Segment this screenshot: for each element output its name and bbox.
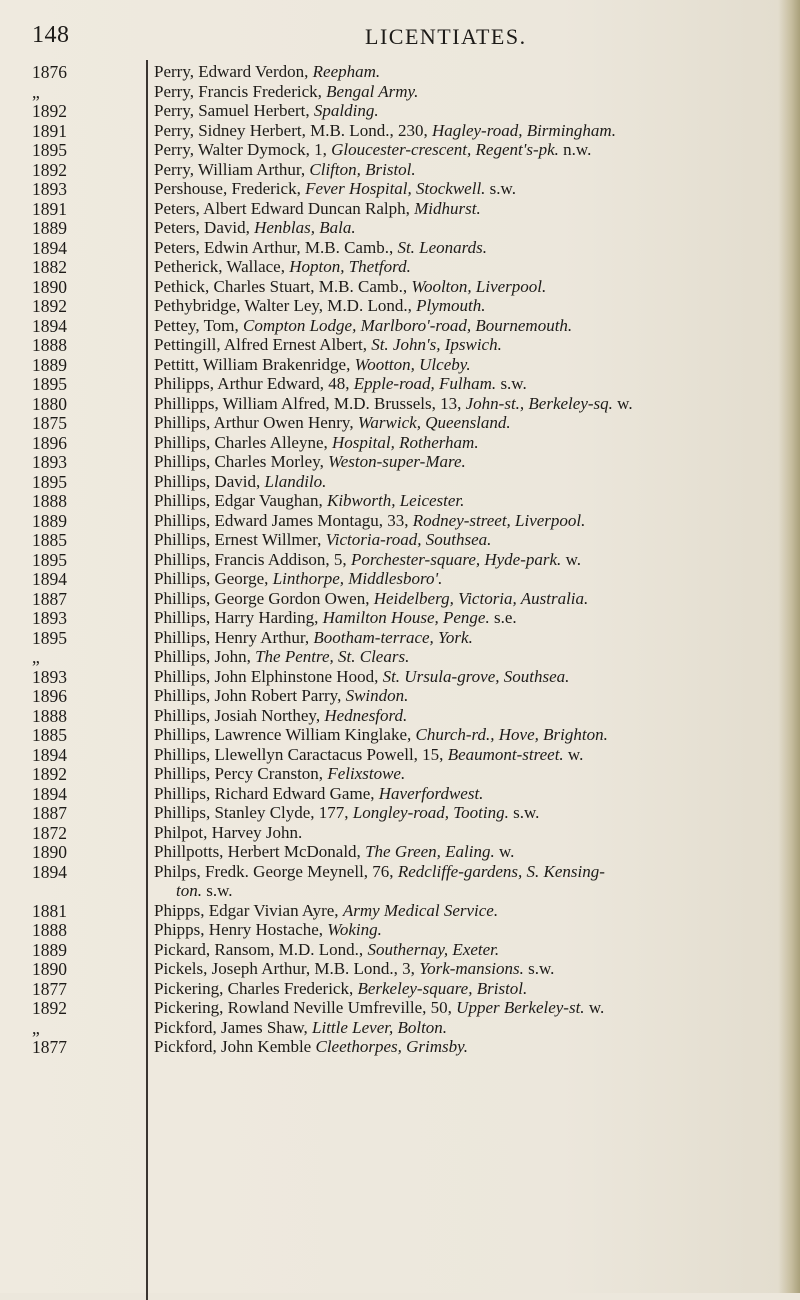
entry-text: Pickard, Ransom, M.D. Lond., Southernay, Exeter. [154,939,500,959]
entry-year: 1888 [32,705,67,726]
entry-year: 1894 [32,569,67,589]
entry-row [0,160,790,180]
entry-text: Phillipps, William Alfred, M.D. Brussels, 13, John-st., Berkeley-sq. w. [154,393,633,413]
entry-year: „ [32,81,40,102]
entry-text: Phillips, Lawrence William Kinglake, Church-rd., Hove, Brighton. [154,725,608,744]
entry-text: Pickering, Rowland Neville Umfreville, 50, Upper Berkeley-st. w. [154,998,605,1017]
entry-year: 1890 [32,276,67,297]
entry-year: 1891 [32,198,67,219]
entry-row [0,374,790,394]
entry-row [0,179,790,199]
entry-row [0,101,790,121]
entry-text: Philpot, Harvey John. [154,822,303,842]
entry-year: 1890 [32,842,67,862]
entry-year: 1894 [32,744,67,765]
entry-text: Peters, Edwin Arthur, M.B. Camb., St. Leonards. [154,237,488,257]
entry-row [0,901,790,921]
entry-text: Phillips, Edgar Vaughan, Kibworth, Leicester. [154,491,465,510]
entry-text: Philps, Fredk. George Meynell, 76, Redcliffe-gardens, S. Kensing- [154,861,605,881]
entry-year: 1892 [32,101,67,121]
page-number: 148 [32,22,70,48]
entry-year: 1881 [32,900,67,921]
entry-text: Pershouse, Frederick, Fever Hospital, Stockwell. s.w. [154,179,516,198]
entry-row [0,745,790,765]
entry-row [0,199,790,219]
entry-year: 1894 [32,237,67,258]
entry-year: 1889 [32,218,67,238]
entry-year: 1895 [32,549,67,570]
entry-row [0,979,790,999]
entry-row [0,706,790,726]
entry-row [0,218,790,238]
entry-year: 1894 [32,861,67,882]
entry-year: 1895 [32,627,67,648]
entry-year: „ [32,1017,40,1038]
entry-text: Peters, Albert Edward Duncan Ralph, Midhurst. [154,198,481,218]
entry-year: 1893 [32,666,67,687]
entry-row [0,257,790,277]
entry-text: Pethybridge, Walter Ley, M.D. Lond., Plymouth. [154,296,486,315]
entry-text: Pettitt, William Brakenridge, Wootton, Ulceby. [154,354,471,374]
entry-year: 1893 [32,608,67,628]
entry-year: 1888 [32,335,67,355]
entry-year: 1885 [32,530,67,550]
entry-row [0,842,790,862]
entry-text: ton. s.w. [176,881,233,900]
entry-year: 1889 [32,354,67,375]
entry-row [0,433,790,453]
entry-row [0,647,790,667]
entry-year: 1887 [32,803,67,823]
entry-row [0,569,790,589]
entry-year: 1877 [32,978,67,999]
entry-year: 1892 [32,998,67,1018]
entry-text: Phillips, John Robert Parry, Swindon. [154,686,409,705]
entry-text: Pickford, James Shaw, Little Lever, Bolton. [154,1017,448,1037]
entry-text: Pickels, Joseph Arthur, M.B. Lond., 3, York-mansions. s.w. [154,959,555,978]
entry-year: 1887 [32,588,67,609]
entry-text: Perry, William Arthur, Clifton, Bristol. [154,159,416,179]
entry-text: Phillips, Charles Morley, Weston-super-Mare. [154,452,466,471]
entry-row [0,335,790,355]
entry-text: Phillips, Arthur Owen Henry, Warwick, Queensland. [154,413,511,432]
entry-text: Phipps, Edgar Vivian Ayre, Army Medical Service. [154,900,499,920]
entry-text: Phillips, Josiah Northey, Hednesford. [154,705,408,725]
entry-year: 1895 [32,374,67,394]
entry-text: Phillips, Charles Alleyne, Hospital, Rotherham. [154,432,479,452]
entry-row [0,803,790,823]
entry-year: 1895 [32,140,67,160]
entry-text: Perry, Walter Dymock, 1, Gloucester-crescent, Regent's-pk. n.w. [154,140,592,159]
entry-row [0,82,790,102]
entry-row [0,1037,790,1057]
entry-text: Perry, Francis Frederick, Bengal Army. [154,81,419,101]
entry-text: Peters, David, Henblas, Bala. [154,218,356,237]
entry-year: 1876 [32,62,67,82]
entry-text: Pickford, John Kemble Cleethorpes, Grimsby. [154,1037,469,1056]
entry-text: Petherick, Wallace, Hopton, Thetford. [154,257,411,276]
page-header [30,22,770,52]
entry-year: 1896 [32,432,67,453]
entry-text: Phillips, John Elphinstone Hood, St. Ursula-grove, Southsea. [154,666,570,686]
entry-row [0,62,790,82]
entry-year: „ [32,647,40,667]
entry-year: 1877 [32,1037,67,1057]
entry-year: 1892 [32,764,67,784]
entry-year: 1894 [32,783,67,804]
entry-row [0,296,790,316]
entry-text: Phillpotts, Herbert McDonald, The Green, Ealing. w. [154,842,515,861]
entry-year: 1888 [32,920,67,940]
entry-text: Philipps, Arthur Edward, 48, Epple-road, Fulham. s.w. [154,374,527,393]
entry-row [0,823,790,843]
entry-row [0,491,790,511]
entry-row [0,589,790,609]
running-title: LICENTIATES. [365,24,527,49]
entry-row [0,862,790,901]
entry-text: Phillips, Percy Cranston, Felixstowe. [154,764,406,783]
entry-text: Pettingill, Alfred Ernest Albert, St. John's, Ipswich. [154,335,502,354]
entry-text: Perry, Edward Verdon, Reepham. [154,62,381,81]
entry-year: 1891 [32,120,67,141]
entry-year: 1890 [32,959,67,979]
entry-row [0,472,790,492]
entry-year: 1889 [32,510,67,531]
entry-text: Phillips, David, Llandilo. [154,471,327,491]
entry-row [0,140,790,160]
entry-text: Phillips, John, The Pentre, St. Clears. [154,647,410,666]
entry-text: Phillips, Llewellyn Caractacus Powell, 15, Beaumont-street. w. [154,744,584,764]
entry-row [0,725,790,745]
entry-year: 1885 [32,725,67,745]
entry-row [0,530,790,550]
entry-year: 1892 [32,296,67,316]
entry-row [0,511,790,531]
entry-row [0,355,790,375]
entry-row [0,628,790,648]
entry-year: 1872 [32,822,67,843]
entry-year: 1892 [32,159,67,180]
entry-text: Phillips, Edward James Montagu, 33, Rodney-street, Liverpool. [154,510,586,530]
entry-row [0,959,790,979]
entry-text: Phillips, Richard Edward Game, Haverfordwest. [154,783,484,803]
entry-text: Phillips, George Gordon Owen, Heidelberg, Victoria, Australia. [154,588,589,608]
entry-text: Phillips, Francis Addison, 5, Porchester-square, Hyde-park. w. [154,549,581,569]
entry-text: Phillips, Ernest Willmer, Victoria-road, Southsea. [154,530,492,549]
entry-row [0,316,790,336]
entry-text: Perry, Samuel Herbert, Spalding. [154,101,379,120]
entry-row [0,784,790,804]
entry-text: Phillips, Harry Harding, Hamilton House, Penge. s.e. [154,608,517,627]
entry-list [0,62,790,1057]
entry-year: 1894 [32,315,67,336]
entry-row [0,686,790,706]
entry-row [0,277,790,297]
entry-text: Phipps, Henry Hostache, Woking. [154,920,382,939]
entry-row [0,920,790,940]
entry-year: 1893 [32,179,67,199]
entry-row [0,452,790,472]
entry-text: Pickering, Charles Frederick, Berkeley-square, Bristol. [154,978,528,998]
entry-text: Phillips, Henry Arthur, Bootham-terrace, York. [154,627,473,647]
entry-row [0,394,790,414]
entry-text: Pethick, Charles Stuart, M.B. Camb., Woolton, Liverpool. [154,276,547,296]
entry-year: 1895 [32,471,67,492]
entry-row [0,998,790,1018]
entry-year: 1875 [32,413,67,433]
entry-row [0,608,790,628]
entry-row [0,667,790,687]
entry-row [0,764,790,784]
entry-row [0,1018,790,1038]
entry-text: Phillips, Stanley Clyde, 177, Longley-road, Tooting. s.w. [154,803,540,822]
entry-year: 1896 [32,686,67,706]
entry-text: Perry, Sidney Herbert, M.B. Lond., 230, Hagley-road, Birmingham. [154,120,616,140]
entry-text: Phillips, George, Linthorpe, Middlesboro'. [154,569,443,588]
entry-row [0,550,790,570]
entry-row [0,413,790,433]
entry-year: 1889 [32,939,67,960]
entry-year: 1882 [32,257,67,277]
entry-row [0,121,790,141]
entry-year: 1888 [32,491,67,511]
entry-year: 1893 [32,452,67,472]
entry-row [0,940,790,960]
entry-row [0,238,790,258]
entry-text: Pettey, Tom, Compton Lodge, Marlboro'-road, Bournemouth. [154,315,573,335]
entry-year: 1880 [32,393,67,414]
